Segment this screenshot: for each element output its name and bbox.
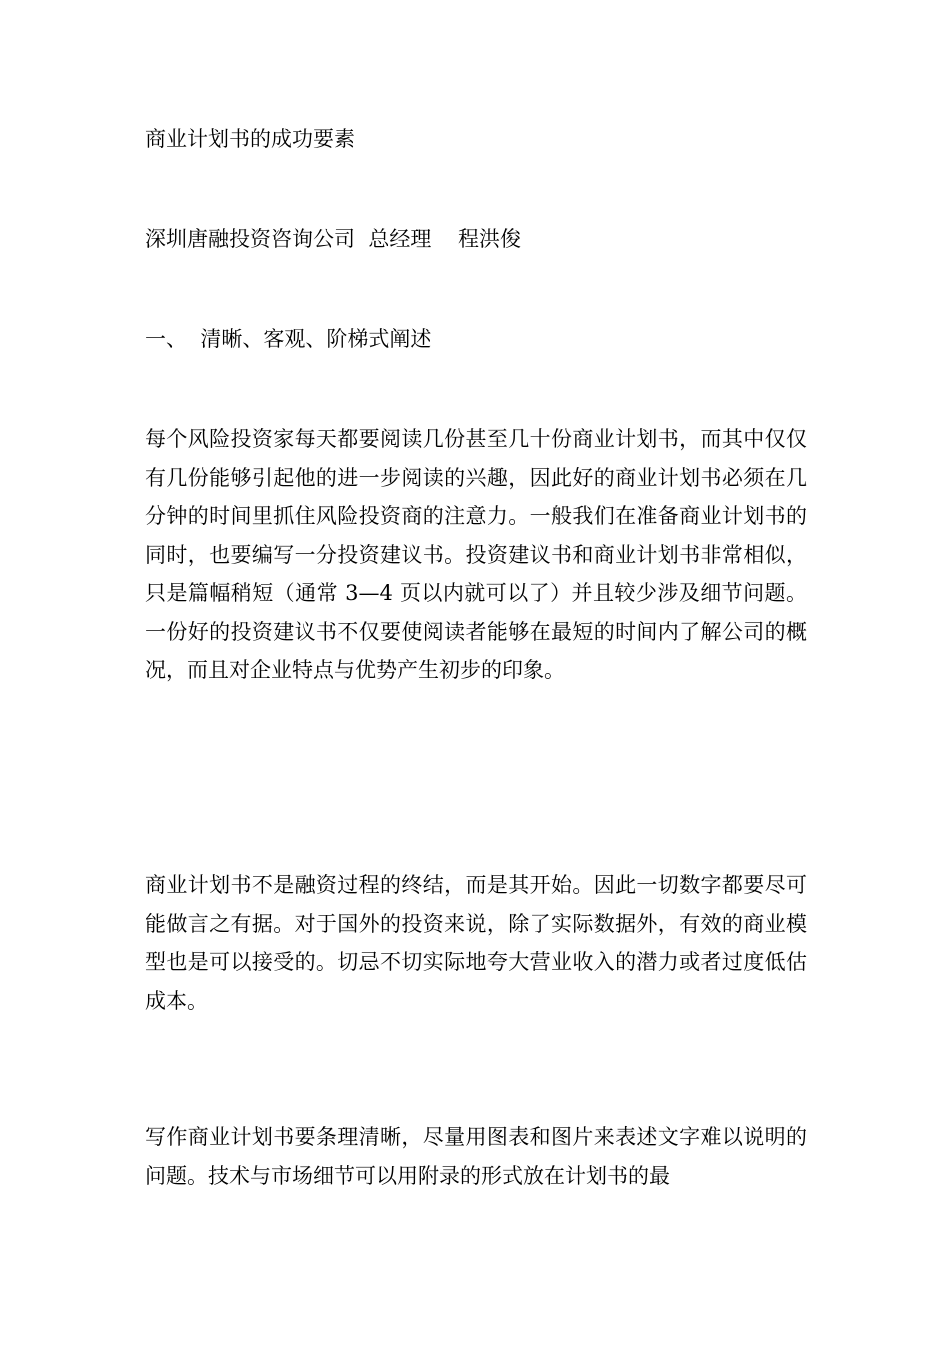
paragraph-3: 写作商业计划书要条理清晰，尽量用图表和图片来表述文字难以说明的问题。技术与市场细节可以用附录的形式放在计划书的最 [145,1125,807,1188]
document-title: 商业计划书的成功要素 [145,127,355,151]
paragraph-1: 每个风险投资家每天都要阅读几份甚至几十份商业计划书，而其中仅仅有几份能够引起他的进一步阅读的兴趣，因此好的商业计划书必须在几分钟的时间里抓住风险投资商的注意力。一般我们在准备商业计划书的同时，也要编写一分投资建议书。投资建议书和商业计划书非常相似，只是篇幅稍短（通常 3—4 页以内就可以了）并且较少涉及细节问题。一份好的投资建议书不仅要使阅读者能够在最短的时间内了解公司的概况，而且对企业特点与优势产生初步的印象。 [145,427,807,682]
section-heading: 一、 清晰、客观、阶梯式阐述 [145,327,432,351]
paragraph-2: 商业计划书不是融资过程的终结，而是其开始。因此一切数字都要尽可能做言之有据。对于国外的投资来说，除了实际数据外，有效的商业模型也是可以接受的。切忌不切实际地夸大营业收入的潜力或者过度低估成本。 [145,873,807,1013]
author-line: 深圳唐融投资咨询公司 总经理 程洪俊 [145,227,522,251]
